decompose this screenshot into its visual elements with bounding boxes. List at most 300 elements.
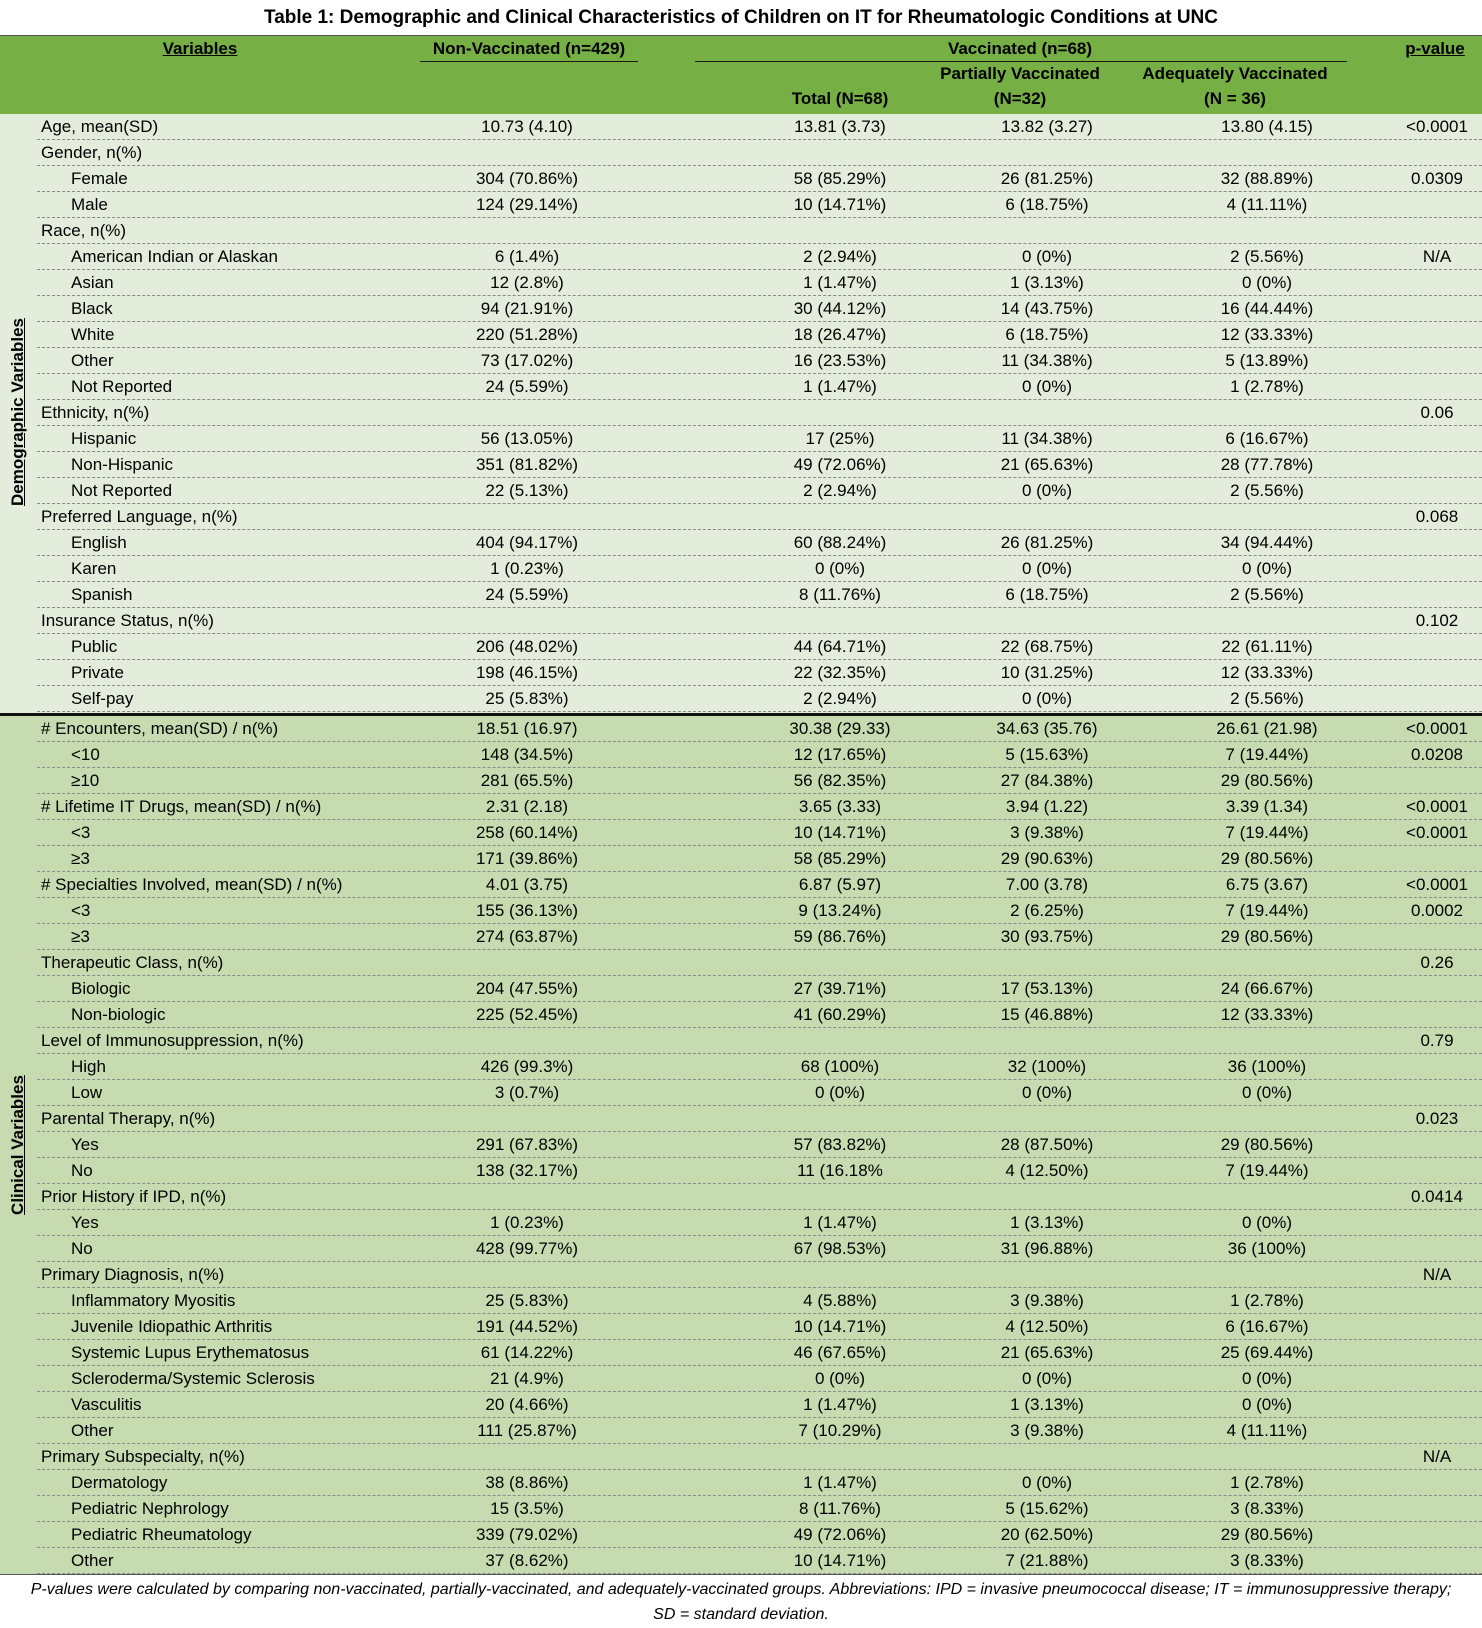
row-label: Primary Subspecialty, n(%) bbox=[41, 1447, 245, 1466]
p-value bbox=[1392, 768, 1482, 794]
vaccinated-total-value: 8 (11.76%) bbox=[799, 585, 881, 604]
p-value bbox=[1392, 1314, 1482, 1340]
adequately-vaccinated-value: 29 (80.56%) bbox=[1220, 927, 1314, 946]
vaccinated-total-value: 1 (1.47%) bbox=[803, 1473, 877, 1492]
adequately-vaccinated-value: 6.75 (3.67) bbox=[1225, 875, 1309, 894]
table-row bbox=[37, 1054, 1482, 1080]
row-label: No bbox=[71, 1161, 93, 1180]
non-vaccinated-value bbox=[417, 1184, 637, 1210]
table-row bbox=[37, 1444, 1482, 1470]
p-value bbox=[1392, 1288, 1482, 1314]
adequately-vaccinated-value: 34 (94.44%) bbox=[1220, 533, 1314, 552]
non-vaccinated-value: 94 (21.91%) bbox=[480, 299, 574, 318]
partially-vaccinated-value: 4 (12.50%) bbox=[1005, 1317, 1089, 1336]
table-row bbox=[37, 270, 1482, 296]
row-label: Ethnicity, n(%) bbox=[41, 403, 150, 422]
p-value: 0.06 bbox=[1420, 403, 1454, 422]
adequately-vaccinated-value: 0 (0%) bbox=[1241, 273, 1293, 292]
header-vaccinated: Vaccinated (n=68) bbox=[947, 39, 1093, 58]
adequately-vaccinated-value: 2 (5.56%) bbox=[1230, 689, 1304, 708]
partially-vaccinated-value: 26 (81.25%) bbox=[1000, 169, 1094, 188]
partially-vaccinated-value: 21 (65.63%) bbox=[1000, 1343, 1094, 1362]
non-vaccinated-value: 426 (99.3%) bbox=[480, 1057, 574, 1076]
partially-vaccinated-value bbox=[947, 218, 1147, 244]
vaccinated-total-value bbox=[730, 1028, 950, 1054]
partially-vaccinated-value: 7 (21.88%) bbox=[1005, 1551, 1089, 1570]
non-vaccinated-value: 274 (63.87%) bbox=[475, 927, 579, 946]
partially-vaccinated-value: 11 (34.38%) bbox=[1001, 351, 1093, 370]
row-label: Age, mean(SD) bbox=[41, 117, 159, 136]
table-row bbox=[37, 608, 1482, 634]
row-separator bbox=[37, 711, 1482, 712]
table-row bbox=[37, 400, 1482, 426]
row-label: Inflammatory Myositis bbox=[71, 1291, 236, 1310]
partially-vaccinated-value: 0 (0%) bbox=[1021, 1473, 1073, 1492]
p-value: 0.0208 bbox=[1411, 745, 1463, 764]
non-vaccinated-value: 3 (0.7%) bbox=[494, 1083, 560, 1102]
row-label: ≥10 bbox=[71, 771, 100, 790]
adequately-vaccinated-value: 0 (0%) bbox=[1241, 559, 1293, 578]
vaccinated-total-value bbox=[730, 608, 950, 634]
table-row bbox=[37, 742, 1482, 768]
non-vaccinated-value bbox=[417, 504, 637, 530]
table-row bbox=[37, 452, 1482, 478]
partially-vaccinated-value: 0 (0%) bbox=[1021, 1083, 1073, 1102]
non-vaccinated-value: 22 (5.13%) bbox=[485, 481, 569, 500]
non-vaccinated-value: 37 (8.62%) bbox=[485, 1551, 569, 1570]
non-vaccinated-value: 61 (14.22%) bbox=[480, 1343, 574, 1362]
vaccinated-total-value: 30.38 (29.33) bbox=[789, 719, 891, 738]
table-row bbox=[37, 1028, 1482, 1054]
table-row bbox=[37, 1106, 1482, 1132]
vaccinated-total-value bbox=[730, 1444, 950, 1470]
vaccinated-total-value: 58 (85.29%) bbox=[793, 849, 887, 868]
vaccinated-total-value: 11 (16.18% bbox=[797, 1161, 883, 1180]
row-label: Pediatric Rheumatology bbox=[71, 1525, 252, 1544]
p-value bbox=[1392, 296, 1482, 322]
non-vaccinated-value bbox=[417, 1106, 637, 1132]
adequately-vaccinated-value: 3.39 (1.34) bbox=[1225, 797, 1309, 816]
non-vaccinated-value: 138 (32.17%) bbox=[475, 1161, 579, 1180]
clinical-section bbox=[0, 716, 1482, 1574]
p-value bbox=[1392, 348, 1482, 374]
adequately-vaccinated-value: 25 (69.44%) bbox=[1220, 1343, 1314, 1362]
clinical-section-label: Clinical Variables bbox=[8, 1075, 27, 1215]
vaccinated-total-value: 2 (2.94%) bbox=[803, 247, 877, 266]
non-vaccinated-value: 404 (94.17%) bbox=[475, 533, 579, 552]
non-vaccinated-value: 428 (99.77%) bbox=[475, 1239, 579, 1258]
non-vaccinated-value: 304 (70.86%) bbox=[475, 169, 579, 188]
non-vaccinated-value: 171 (39.86%) bbox=[475, 849, 579, 868]
non-vaccinated-value: 124 (29.14%) bbox=[475, 195, 579, 214]
p-value: <0.0001 bbox=[1406, 117, 1468, 136]
row-label: Self-pay bbox=[71, 689, 134, 708]
row-label: Asian bbox=[71, 273, 114, 292]
adequately-vaccinated-value: 0 (0%) bbox=[1241, 1083, 1293, 1102]
p-value bbox=[1392, 686, 1482, 712]
adequately-vaccinated-value: 12 (33.33%) bbox=[1220, 1005, 1314, 1024]
demographic-section bbox=[0, 114, 1482, 713]
p-value bbox=[1392, 140, 1482, 166]
row-label: Juvenile Idiopathic Arthritis bbox=[71, 1317, 273, 1336]
non-vaccinated-value: 220 (51.28%) bbox=[475, 325, 579, 344]
non-vaccinated-value bbox=[417, 400, 637, 426]
vaccinated-total-value bbox=[730, 400, 950, 426]
p-value bbox=[1392, 1210, 1482, 1236]
non-vaccinated-value: 191 (44.52%) bbox=[475, 1317, 579, 1336]
adequately-vaccinated-value: 29 (80.56%) bbox=[1220, 771, 1314, 790]
table-row bbox=[37, 924, 1482, 950]
row-label: No bbox=[71, 1239, 93, 1258]
adequately-vaccinated-value: 0 (0%) bbox=[1241, 1213, 1293, 1232]
vaccinated-total-value: 13.81 (3.73) bbox=[794, 117, 886, 136]
p-value bbox=[1392, 1054, 1482, 1080]
vaccinated-total-value: 10 (14.71%) bbox=[793, 195, 887, 214]
p-value bbox=[1392, 192, 1482, 218]
vaccinated-total-value: 9 (13.24%) bbox=[798, 901, 882, 920]
vaccinated-total-value: 1 (1.47%) bbox=[803, 377, 877, 396]
row-label: Race, n(%) bbox=[41, 221, 127, 240]
partially-vaccinated-value: 3 (9.38%) bbox=[1010, 1421, 1084, 1440]
p-value bbox=[1392, 270, 1482, 296]
row-label: Low bbox=[71, 1083, 103, 1102]
table-row bbox=[37, 1080, 1482, 1106]
partially-vaccinated-value: 34.63 (35.76) bbox=[996, 719, 1098, 738]
adequately-vaccinated-value: 7 (19.44%) bbox=[1225, 901, 1309, 920]
partially-vaccinated-value bbox=[947, 1262, 1147, 1288]
vaccinated-total-value: 0 (0%) bbox=[814, 1369, 866, 1388]
partially-vaccinated-value: 0 (0%) bbox=[1021, 377, 1073, 396]
vaccinated-total-value: 0 (0%) bbox=[814, 1083, 866, 1102]
table-row bbox=[37, 140, 1482, 166]
p-value bbox=[1392, 1392, 1482, 1418]
p-value bbox=[1392, 582, 1482, 608]
demographic-section-label: Demographic Variables bbox=[8, 317, 27, 507]
table-row bbox=[37, 1522, 1482, 1548]
header-non-vaccinated: Non-Vaccinated (n=429) bbox=[432, 39, 626, 58]
non-vaccinated-value bbox=[417, 950, 637, 976]
adequately-vaccinated-value: 3 (8.33%) bbox=[1230, 1499, 1304, 1518]
vaccinated-total-value: 2 (2.94%) bbox=[803, 481, 877, 500]
non-vaccinated-value: 225 (52.45%) bbox=[475, 1005, 579, 1024]
table-row bbox=[37, 530, 1482, 556]
non-vaccinated-value: 12 (2.8%) bbox=[490, 273, 564, 292]
non-vaccinated-value: 339 (79.02%) bbox=[475, 1525, 579, 1544]
adequately-vaccinated-value: 7 (19.44%) bbox=[1225, 745, 1309, 764]
partially-vaccinated-value: 14 (43.75%) bbox=[1000, 299, 1094, 318]
header-partial-line2: (N=32) bbox=[993, 89, 1047, 108]
table-row bbox=[37, 1496, 1482, 1522]
p-value: N/A bbox=[1422, 247, 1452, 266]
row-label: Therapeutic Class, n(%) bbox=[41, 953, 224, 972]
adequately-vaccinated-value: 32 (88.89%) bbox=[1220, 169, 1314, 188]
partially-vaccinated-value: 0 (0%) bbox=[1021, 689, 1073, 708]
partially-vaccinated-value: 3 (9.38%) bbox=[1010, 1291, 1084, 1310]
table-row bbox=[37, 846, 1482, 872]
adequately-vaccinated-value: 2 (5.56%) bbox=[1230, 481, 1304, 500]
row-label: <3 bbox=[71, 901, 91, 920]
table-footnote: P-values were calculated by comparing non-vaccinated, partially-vaccinated, and adequately-vaccinated groups. Abbreviations: IPD = invasive pneumococcal disease; IT = immunosuppressive therapy; SD = standard deviation. bbox=[0, 1574, 1482, 1628]
vaccinated-total-value: 30 (44.12%) bbox=[793, 299, 887, 318]
header-variables: Variables bbox=[162, 39, 238, 58]
table-row bbox=[37, 426, 1482, 452]
non-vaccinated-value bbox=[417, 1444, 637, 1470]
vaccinated-total-value: 10 (14.71%) bbox=[793, 1317, 887, 1336]
vaccinated-total-value: 67 (98.53%) bbox=[793, 1239, 887, 1258]
partially-vaccinated-value: 6 (18.75%) bbox=[1005, 325, 1089, 344]
non-vaccinated-value: 111 (25.87%) bbox=[477, 1421, 577, 1440]
partially-vaccinated-value: 0 (0%) bbox=[1021, 247, 1073, 266]
adequately-vaccinated-value: 7 (19.44%) bbox=[1225, 823, 1309, 842]
vaccinated-total-value bbox=[730, 504, 950, 530]
p-value: 0.023 bbox=[1415, 1109, 1459, 1128]
row-label: <3 bbox=[71, 823, 91, 842]
p-value bbox=[1392, 1548, 1482, 1574]
table-row bbox=[37, 374, 1482, 400]
adequately-vaccinated-value: 29 (80.56%) bbox=[1220, 849, 1314, 868]
adequately-vaccinated-value: 5 (13.89%) bbox=[1225, 351, 1309, 370]
row-label: ≥3 bbox=[71, 849, 90, 868]
p-value: 0.068 bbox=[1415, 507, 1459, 526]
table-row bbox=[37, 504, 1482, 530]
non-vaccinated-value: 281 (65.5%) bbox=[480, 771, 574, 790]
partially-vaccinated-value bbox=[947, 1444, 1147, 1470]
adequately-vaccinated-value: 1 (2.78%) bbox=[1230, 1473, 1304, 1492]
partially-vaccinated-value: 29 (90.63%) bbox=[1000, 849, 1094, 868]
p-value bbox=[1392, 1470, 1482, 1496]
table-row bbox=[37, 716, 1482, 742]
partially-vaccinated-value: 15 (46.88%) bbox=[1000, 1005, 1094, 1024]
row-label: Gender, n(%) bbox=[41, 143, 143, 162]
table-row bbox=[37, 556, 1482, 582]
vaccinated-total-value: 49 (72.06%) bbox=[793, 455, 887, 474]
row-label: # Lifetime IT Drugs, mean(SD) / n(%) bbox=[41, 797, 322, 816]
partially-vaccinated-value bbox=[947, 140, 1147, 166]
row-label: Yes bbox=[71, 1213, 99, 1232]
adequately-vaccinated-value: 0 (0%) bbox=[1241, 1369, 1293, 1388]
adequately-vaccinated-value bbox=[1167, 608, 1367, 634]
non-vaccinated-value: 204 (47.55%) bbox=[475, 979, 579, 998]
table-row bbox=[37, 1132, 1482, 1158]
p-value bbox=[1392, 976, 1482, 1002]
non-vaccinated-value: 2.31 (2.18) bbox=[485, 797, 569, 816]
partially-vaccinated-value: 10 (31.25%) bbox=[1000, 663, 1094, 682]
header-non-vaccinated-underline bbox=[420, 61, 638, 62]
vaccinated-total-value: 1 (1.47%) bbox=[803, 1395, 877, 1414]
non-vaccinated-value: 206 (48.02%) bbox=[475, 637, 579, 656]
table-row bbox=[37, 1548, 1482, 1574]
vaccinated-total-value: 10 (14.71%) bbox=[793, 823, 887, 842]
adequately-vaccinated-value: 12 (33.33%) bbox=[1220, 663, 1314, 682]
table-row bbox=[37, 1210, 1482, 1236]
non-vaccinated-value: 258 (60.14%) bbox=[475, 823, 579, 842]
row-label: Other bbox=[71, 1551, 114, 1570]
vaccinated-total-value: 18 (26.47%) bbox=[793, 325, 887, 344]
adequately-vaccinated-value: 4 (11.11%) bbox=[1226, 195, 1308, 214]
adequately-vaccinated-value bbox=[1167, 1184, 1367, 1210]
table-row bbox=[37, 582, 1482, 608]
vaccinated-total-value bbox=[730, 1106, 950, 1132]
non-vaccinated-value: 10.73 (4.10) bbox=[481, 117, 573, 136]
partially-vaccinated-value bbox=[947, 1184, 1147, 1210]
partially-vaccinated-value: 5 (15.63%) bbox=[1005, 745, 1089, 764]
adequately-vaccinated-value: 16 (44.44%) bbox=[1220, 299, 1314, 318]
p-value bbox=[1392, 1418, 1482, 1444]
vaccinated-total-value: 60 (88.24%) bbox=[793, 533, 887, 552]
p-value bbox=[1392, 660, 1482, 686]
row-label: Dermatology bbox=[71, 1473, 168, 1492]
table-row bbox=[37, 1366, 1482, 1392]
adequately-vaccinated-value bbox=[1167, 1262, 1367, 1288]
non-vaccinated-value: 21 (4.9%) bbox=[490, 1369, 564, 1388]
vaccinated-total-value: 0 (0%) bbox=[814, 559, 866, 578]
table-row bbox=[37, 794, 1482, 820]
table-row bbox=[37, 1340, 1482, 1366]
row-label: Male bbox=[71, 195, 108, 214]
vaccinated-total-value: 2 (2.94%) bbox=[803, 689, 877, 708]
table-row bbox=[37, 1314, 1482, 1340]
p-value: <0.0001 bbox=[1406, 875, 1468, 894]
partially-vaccinated-value: 6 (18.75%) bbox=[1005, 585, 1089, 604]
p-value: N/A bbox=[1422, 1447, 1452, 1466]
partially-vaccinated-value: 3 (9.38%) bbox=[1010, 823, 1084, 842]
table-row bbox=[37, 634, 1482, 660]
vaccinated-total-value: 3.65 (3.33) bbox=[798, 797, 882, 816]
vaccinated-total-value: 58 (85.29%) bbox=[793, 169, 887, 188]
partially-vaccinated-value bbox=[947, 504, 1147, 530]
non-vaccinated-value: 6 (1.4%) bbox=[494, 247, 560, 266]
vaccinated-total-value: 16 (23.53%) bbox=[793, 351, 887, 370]
table-row bbox=[37, 348, 1482, 374]
non-vaccinated-value: 24 (5.59%) bbox=[485, 585, 569, 604]
adequately-vaccinated-value: 26.61 (21.98) bbox=[1216, 719, 1318, 738]
partially-vaccinated-value: 28 (87.50%) bbox=[1000, 1135, 1094, 1154]
vaccinated-total-value: 27 (39.71%) bbox=[793, 979, 887, 998]
row-label: Non-Hispanic bbox=[71, 455, 174, 474]
row-label: Public bbox=[71, 637, 118, 656]
row-label: Black bbox=[71, 299, 113, 318]
p-value bbox=[1392, 1002, 1482, 1028]
adequately-vaccinated-value: 12 (33.33%) bbox=[1220, 325, 1314, 344]
adequately-vaccinated-value bbox=[1167, 218, 1367, 244]
table-row bbox=[37, 114, 1482, 140]
partially-vaccinated-value: 3.94 (1.22) bbox=[1005, 797, 1089, 816]
table-title: Table 1: Demographic and Clinical Characteristics of Children on IT for Rheumatologic Conditions at UNC bbox=[0, 0, 1482, 36]
row-label: Vasculitis bbox=[71, 1395, 142, 1414]
vaccinated-total-value bbox=[730, 218, 950, 244]
p-value bbox=[1392, 218, 1482, 244]
row-label: ≥3 bbox=[71, 927, 90, 946]
header-adequate-line1: Adequately Vaccinated bbox=[1142, 64, 1328, 83]
adequately-vaccinated-value bbox=[1167, 400, 1367, 426]
p-value bbox=[1392, 924, 1482, 950]
partially-vaccinated-value: 27 (84.38%) bbox=[1000, 771, 1094, 790]
partially-vaccinated-value: 1 (3.13%) bbox=[1010, 273, 1084, 292]
partially-vaccinated-value: 32 (100%) bbox=[1007, 1057, 1087, 1076]
adequately-vaccinated-value: 6 (16.67%) bbox=[1225, 429, 1309, 448]
table-row bbox=[37, 976, 1482, 1002]
adequately-vaccinated-value bbox=[1167, 1444, 1367, 1470]
partially-vaccinated-value: 0 (0%) bbox=[1021, 481, 1073, 500]
table-row bbox=[37, 244, 1482, 270]
non-vaccinated-value: 73 (17.02%) bbox=[480, 351, 574, 370]
vaccinated-total-value: 22 (32.35%) bbox=[793, 663, 887, 682]
partially-vaccinated-value: 22 (68.75%) bbox=[1000, 637, 1094, 656]
row-label: Parental Therapy, n(%) bbox=[41, 1109, 216, 1128]
row-label: Primary Diagnosis, n(%) bbox=[41, 1265, 225, 1284]
partially-vaccinated-value: 2 (6.25%) bbox=[1010, 901, 1084, 920]
non-vaccinated-value: 25 (5.83%) bbox=[485, 689, 569, 708]
header-adequate-line2: (N = 36) bbox=[1204, 89, 1266, 108]
p-value bbox=[1392, 1340, 1482, 1366]
row-label: Pediatric Nephrology bbox=[71, 1499, 229, 1518]
adequately-vaccinated-value: 1 (2.78%) bbox=[1230, 377, 1304, 396]
partially-vaccinated-value: 30 (93.75%) bbox=[1000, 927, 1094, 946]
p-value bbox=[1392, 1080, 1482, 1106]
table-row bbox=[37, 166, 1482, 192]
header-total: Total (N=68) bbox=[791, 89, 889, 108]
p-value bbox=[1392, 846, 1482, 872]
non-vaccinated-value: 20 (4.66%) bbox=[485, 1395, 569, 1414]
vaccinated-total-value: 57 (83.82%) bbox=[793, 1135, 887, 1154]
vaccinated-total-value: 1 (1.47%) bbox=[803, 1213, 877, 1232]
p-value bbox=[1392, 374, 1482, 400]
adequately-vaccinated-value: 2 (5.56%) bbox=[1230, 247, 1304, 266]
adequately-vaccinated-value bbox=[1167, 504, 1367, 530]
table-row bbox=[37, 322, 1482, 348]
row-label: English bbox=[71, 533, 127, 552]
row-label: Hispanic bbox=[71, 429, 137, 448]
partially-vaccinated-value: 1 (3.13%) bbox=[1010, 1395, 1084, 1414]
p-value: 0.102 bbox=[1415, 611, 1459, 630]
row-label: # Encounters, mean(SD) / n(%) bbox=[41, 719, 279, 738]
adequately-vaccinated-value: 1 (2.78%) bbox=[1230, 1291, 1304, 1310]
partially-vaccinated-value: 17 (53.13%) bbox=[1000, 979, 1094, 998]
p-value: <0.0001 bbox=[1406, 719, 1468, 738]
adequately-vaccinated-value: 13.80 (4.15) bbox=[1221, 117, 1313, 136]
partially-vaccinated-value bbox=[947, 400, 1147, 426]
partially-vaccinated-value: 4 (12.50%) bbox=[1005, 1161, 1089, 1180]
adequately-vaccinated-value bbox=[1167, 1106, 1367, 1132]
row-label: American Indian or Alaskan bbox=[71, 247, 278, 266]
table-row bbox=[37, 1392, 1482, 1418]
table-row bbox=[37, 660, 1482, 686]
adequately-vaccinated-value: 36 (100%) bbox=[1227, 1239, 1307, 1258]
partially-vaccinated-value: 26 (81.25%) bbox=[1000, 533, 1094, 552]
row-label: Karen bbox=[71, 559, 117, 578]
non-vaccinated-value: 155 (36.13%) bbox=[475, 901, 579, 920]
table-row bbox=[37, 1262, 1482, 1288]
adequately-vaccinated-value: 4 (11.11%) bbox=[1226, 1421, 1308, 1440]
partially-vaccinated-value: 31 (96.88%) bbox=[1000, 1239, 1094, 1258]
row-label: Not Reported bbox=[71, 377, 173, 396]
row-label: Biologic bbox=[71, 979, 131, 998]
vaccinated-total-value bbox=[730, 950, 950, 976]
vaccinated-total-value: 12 (17.65%) bbox=[793, 745, 887, 764]
p-value bbox=[1392, 478, 1482, 504]
non-vaccinated-value: 148 (34.5%) bbox=[480, 745, 574, 764]
row-label: Scleroderma/Systemic Sclerosis bbox=[71, 1369, 315, 1388]
adequately-vaccinated-value: 28 (77.78%) bbox=[1220, 455, 1314, 474]
table-row bbox=[37, 872, 1482, 898]
partially-vaccinated-value: 0 (0%) bbox=[1021, 1369, 1073, 1388]
partially-vaccinated-value bbox=[947, 1028, 1147, 1054]
vaccinated-total-value bbox=[730, 1184, 950, 1210]
p-value bbox=[1392, 530, 1482, 556]
partially-vaccinated-value: 20 (62.50%) bbox=[1000, 1525, 1094, 1544]
vaccinated-total-value: 44 (64.71%) bbox=[793, 637, 887, 656]
table-row bbox=[37, 296, 1482, 322]
